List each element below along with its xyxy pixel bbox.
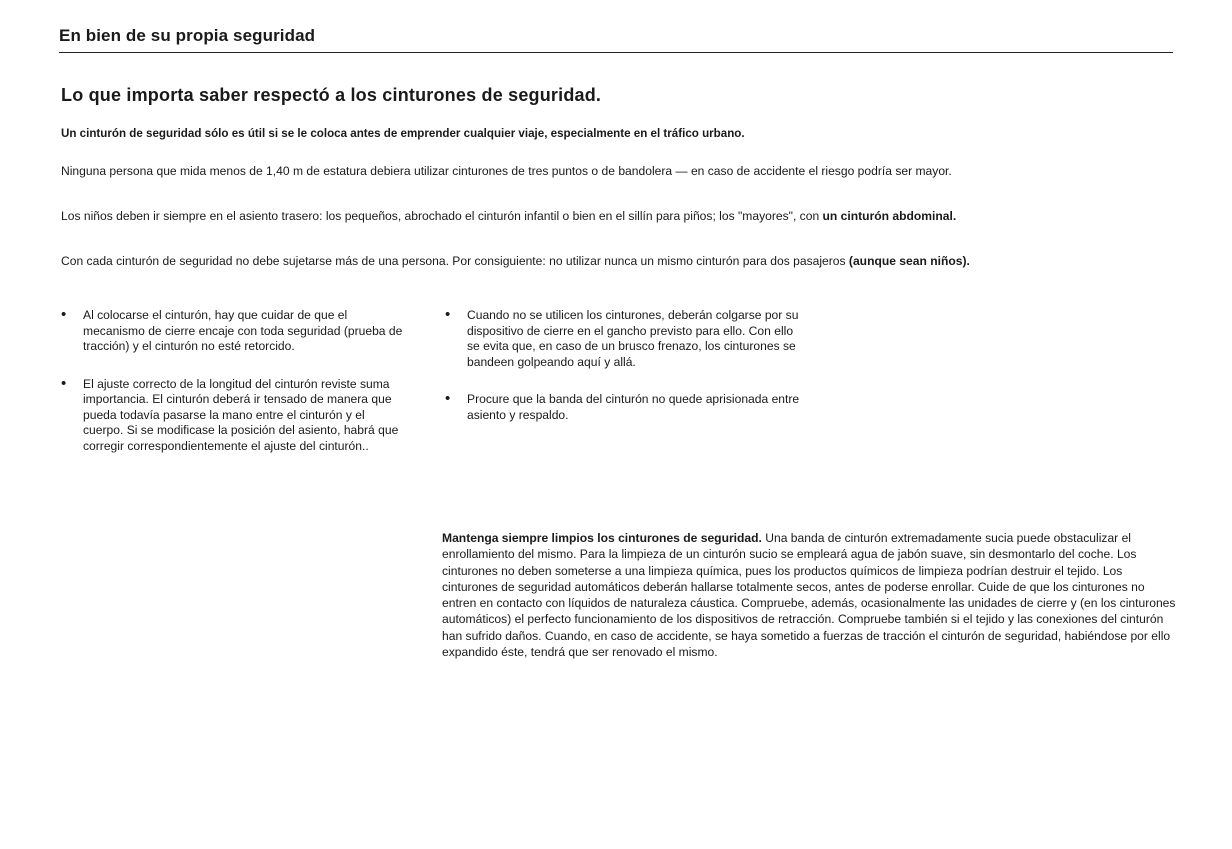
maintenance-paragraph [442,530,1177,660]
paragraph-one-person [61,253,1171,269]
page-header [59,26,1173,53]
lead-paragraph: Un cinturón de seguridad sólo es útil si se le coloca antes de emprender cualquier viaje, especialmente en el tráfico urbano. [61,127,745,140]
maintenance-text: Una banda de cinturón extremadamente sucia puede obstaculizar el enrollamiento del mismo. Para la limpieza de un cinturón sucio se empleará agua de jabón suave, sin desmontarlo del coche. Los cinturones no deben someterse a una limpieza química, pues los productos químicos de limpieza podrían destruir el tejido. Los cinturones de seguridad automáticos deberán hallarse totalmente secos, antes de poderse enrollar. Cuide de que los cinturones no entren en contacto con líquidos de naturaleza cáustica. Compruebe, además, ocasionalmente las unidades de cierre y (en los cinturones automáticos) el perfecto funcionamiento de los dispositivos de retracción. Compruebe también si el tejido y las conexiones del cinturón han sufrido daños. Cuando, en caso de accidente, se haya sometido a fuerzas de tracción el cinturón de seguridad, habiéndose por ello expandido éste, tendrá que ser renovado el mismo. [442,531,1176,660]
middle-bullet-list [445,308,805,443]
paragraph-children-text: Los niños deben ir siempre en el asiento trasero: los pequeños, abrochado el cinturón infantil o bien en el sillín para piños; los "mayores", con [61,209,823,223]
page-header-title: En bien de su propia seguridad [59,26,316,45]
paragraph-children-bold: un cinturón abdominal. [822,209,957,223]
list-item: • Al colocarse el cinturón, hay que cuidar de que el mecanismo de cierre encaje con toda seguridad (prueba de tracción) y el cinturón no esté retorcido. [61,308,406,355]
paragraph-one-person-bold: (aunque sean niños). [848,254,970,268]
paragraph-height: Ninguna persona que mida menos de 1,40 m de estatura debiera utilizar cinturones de tres puntos o de bandolera — en caso de accidente el riesgo podría ser mayor. [61,164,952,178]
paragraph-children [61,208,1171,224]
list-item: • El ajuste correcto de la longitud del cinturón reviste suma importancia. El cinturón deberá ir tensado de manera que pueda todavía pasarse la mano entre el cinturón y el cuerpo. Si se modificase la posición del asiento, habrá que corregir correspondientemente el ajuste del cinturón.. [61,377,406,455]
maintenance-heading: Mantenga siempre limpios los cinturones de seguridad. [442,531,762,545]
list-item: • Procure que la banda del cinturón no quede aprisionada entre asiento y respaldo. [445,392,805,423]
list-item: • Cuando no se utilicen los cinturones, deberán colgarse por su dispositivo de cierre en el gancho previsto para ello. Con ello se evita que, en caso de un brusco frenazo, los cinturones se bandeen golpeando aquí y allá. [445,308,805,370]
paragraph-one-person-text: Con cada cinturón de seguridad no debe sujetarse más de una persona. Por consiguiente: no utilizar nunca un mismo cinturón para dos pasajeros [61,254,849,268]
left-bullet-list [61,308,406,474]
section-title: Lo que importa saber respectó a los cinturones de seguridad. [61,85,602,105]
